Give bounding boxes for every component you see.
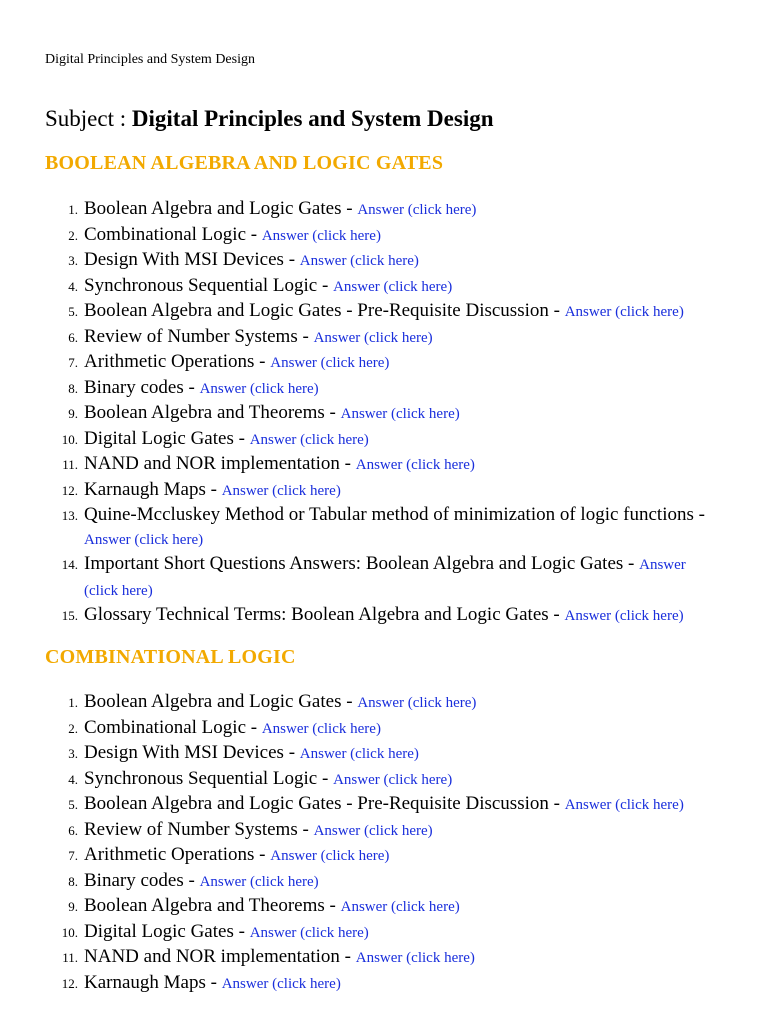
item-number: 11. bbox=[62, 950, 78, 965]
list-item bbox=[0, 197, 720, 223]
list-item bbox=[0, 716, 720, 742]
list-item bbox=[0, 818, 720, 844]
answer-link[interactable]: Answer (click here) bbox=[249, 924, 369, 941]
item-title: Binary codes - bbox=[84, 869, 200, 891]
item-number: 6. bbox=[68, 329, 78, 345]
item-title: Binary codes - bbox=[84, 376, 200, 398]
item-number: 5. bbox=[68, 797, 78, 812]
answer-link[interactable]: Answer (click here) bbox=[333, 771, 453, 788]
answer-link[interactable]: Answer (click here) bbox=[84, 531, 204, 548]
answer-link[interactable]: Answer (click here) bbox=[199, 380, 319, 397]
item-title: Digital Logic Gates - bbox=[84, 427, 250, 449]
answer-link[interactable]: Answer (click here) bbox=[270, 355, 390, 371]
answer-link[interactable]: Answer (click here) bbox=[313, 822, 433, 839]
answer-link[interactable]: Answer (click here) bbox=[261, 227, 381, 244]
item-title: Quine-Mccluskey Method or Tabular method of minimization of logic functions - bbox=[84, 504, 705, 525]
item-title: Synchronous Sequential Logic - bbox=[84, 767, 334, 789]
item-number: 5. bbox=[68, 304, 78, 319]
item-number: 14. bbox=[61, 557, 78, 572]
answer-link[interactable]: Answer (click here) bbox=[564, 304, 684, 320]
list-item bbox=[0, 603, 720, 629]
list-item bbox=[0, 452, 720, 478]
answer-link[interactable]: Answer (click here) bbox=[270, 848, 390, 864]
answer-link[interactable]: Answer (click here) bbox=[564, 797, 684, 813]
item-number: 15. bbox=[61, 608, 78, 623]
item-number: 12. bbox=[61, 975, 78, 991]
item-title: Review of Number Systems - bbox=[84, 325, 314, 347]
item-title: NAND and NOR implementation - bbox=[84, 453, 356, 474]
item-number: 13. bbox=[61, 508, 78, 523]
item-title: Design With MSI Devices - bbox=[84, 742, 300, 763]
list-item bbox=[0, 401, 720, 427]
item-title: Combinational Logic - bbox=[84, 223, 262, 245]
answer-link[interactable]: Answer (click here) bbox=[355, 950, 475, 966]
page-header: Digital Principles and System Design bbox=[45, 52, 255, 67]
item-number: 6. bbox=[68, 822, 78, 838]
list-item bbox=[0, 299, 720, 325]
answer-link[interactable]: Answer (click here) bbox=[357, 202, 477, 218]
item-number: 7. bbox=[68, 355, 78, 370]
answer-link[interactable]: Answer (click here) bbox=[299, 253, 419, 269]
answer-link[interactable]: Answer (click here) bbox=[221, 975, 341, 992]
list-item bbox=[0, 427, 720, 453]
answer-link[interactable]: Answer (click here) bbox=[261, 720, 381, 737]
list-item bbox=[0, 945, 720, 971]
item-title: Digital Logic Gates - bbox=[84, 920, 250, 942]
item-title: Arithmetic Operations - bbox=[84, 844, 271, 865]
list-item bbox=[0, 376, 720, 402]
answer-link[interactable]: Answer (click here) bbox=[333, 278, 453, 295]
list-item bbox=[0, 792, 720, 818]
list-item bbox=[0, 325, 720, 351]
item-title: Boolean Algebra and Theorems - bbox=[84, 402, 341, 423]
item-number: 8. bbox=[68, 380, 78, 396]
item-title: Karnaugh Maps - bbox=[84, 478, 222, 500]
list-item bbox=[0, 478, 720, 504]
item-title: Boolean Algebra and Logic Gates - Pre-Requisite Discussion - bbox=[84, 793, 565, 814]
item-number: 4. bbox=[68, 771, 78, 787]
list-item bbox=[0, 274, 720, 300]
item-number: 8. bbox=[68, 873, 78, 889]
list-item bbox=[0, 741, 720, 767]
item-title: Synchronous Sequential Logic - bbox=[84, 274, 334, 296]
answer-link[interactable]: Answer (click here) bbox=[340, 899, 460, 915]
item-number: 9. bbox=[68, 899, 78, 914]
item-title: Review of Number Systems - bbox=[84, 818, 314, 840]
topic-list-combinational bbox=[0, 690, 720, 996]
list-item bbox=[0, 767, 720, 793]
answer-link[interactable]: Answer (click here) bbox=[564, 608, 684, 624]
item-number: 12. bbox=[61, 482, 78, 498]
item-number: 7. bbox=[68, 848, 78, 863]
item-title: Boolean Algebra and Logic Gates - Pre-Requisite Discussion - bbox=[84, 300, 565, 321]
subject-heading bbox=[45, 104, 494, 134]
item-number: 1. bbox=[68, 695, 78, 710]
item-number: 2. bbox=[68, 227, 78, 243]
list-item bbox=[0, 843, 720, 869]
item-number: 3. bbox=[68, 253, 78, 268]
list-item bbox=[0, 350, 720, 376]
list-item bbox=[0, 552, 720, 603]
topic-list-boolean bbox=[0, 197, 720, 629]
item-title: Important Short Questions Answers: Boolean Algebra and Logic Gates - bbox=[84, 553, 640, 574]
list-item bbox=[0, 690, 720, 716]
item-title: Arithmetic Operations - bbox=[84, 351, 271, 372]
list-item bbox=[0, 971, 720, 997]
item-number: 10. bbox=[61, 431, 78, 447]
list-item bbox=[0, 503, 720, 552]
section-title-boolean: BOOLEAN ALGEBRA AND LOGIC GATES bbox=[45, 152, 444, 174]
item-number: 4. bbox=[68, 278, 78, 294]
item-title: Karnaugh Maps - bbox=[84, 971, 222, 993]
item-title: Boolean Algebra and Logic Gates - bbox=[84, 691, 358, 712]
list-item bbox=[0, 223, 720, 249]
answer-link[interactable]: Answer (click here) bbox=[355, 457, 475, 473]
item-title: NAND and NOR implementation - bbox=[84, 946, 356, 967]
item-number: 1. bbox=[68, 202, 78, 217]
item-title: Combinational Logic - bbox=[84, 716, 262, 738]
list-item bbox=[0, 894, 720, 920]
section-title-combinational: COMBINATIONAL LOGIC bbox=[45, 646, 296, 668]
item-number: 10. bbox=[61, 924, 78, 940]
answer-link[interactable]: Answer (click here) bbox=[313, 329, 433, 346]
answer-link[interactable]: Answer (click here) bbox=[340, 406, 460, 422]
subject-label: Subject : bbox=[45, 106, 132, 131]
item-title: Boolean Algebra and Logic Gates - bbox=[84, 198, 358, 219]
item-title: Boolean Algebra and Theorems - bbox=[84, 895, 341, 916]
item-number: 11. bbox=[62, 457, 78, 472]
answer-link[interactable]: Answer (click here) bbox=[249, 431, 369, 448]
item-number: 3. bbox=[68, 746, 78, 761]
subject-name: Digital Principles and System Design bbox=[131, 106, 494, 131]
list-item bbox=[0, 920, 720, 946]
answer-link[interactable]: Answer (click here) bbox=[84, 557, 686, 599]
answer-link[interactable]: Answer (click here) bbox=[299, 746, 419, 762]
answer-link[interactable]: Answer (click here) bbox=[199, 873, 319, 890]
item-title: Glossary Technical Terms: Boolean Algebra and Logic Gates - bbox=[84, 604, 565, 625]
answer-link[interactable]: Answer (click here) bbox=[221, 482, 341, 499]
item-number: 9. bbox=[68, 406, 78, 421]
answer-link[interactable]: Answer (click here) bbox=[357, 695, 477, 711]
list-item bbox=[0, 869, 720, 895]
list-item bbox=[0, 248, 720, 274]
item-number: 2. bbox=[68, 720, 78, 736]
item-title: Design With MSI Devices - bbox=[84, 249, 300, 270]
